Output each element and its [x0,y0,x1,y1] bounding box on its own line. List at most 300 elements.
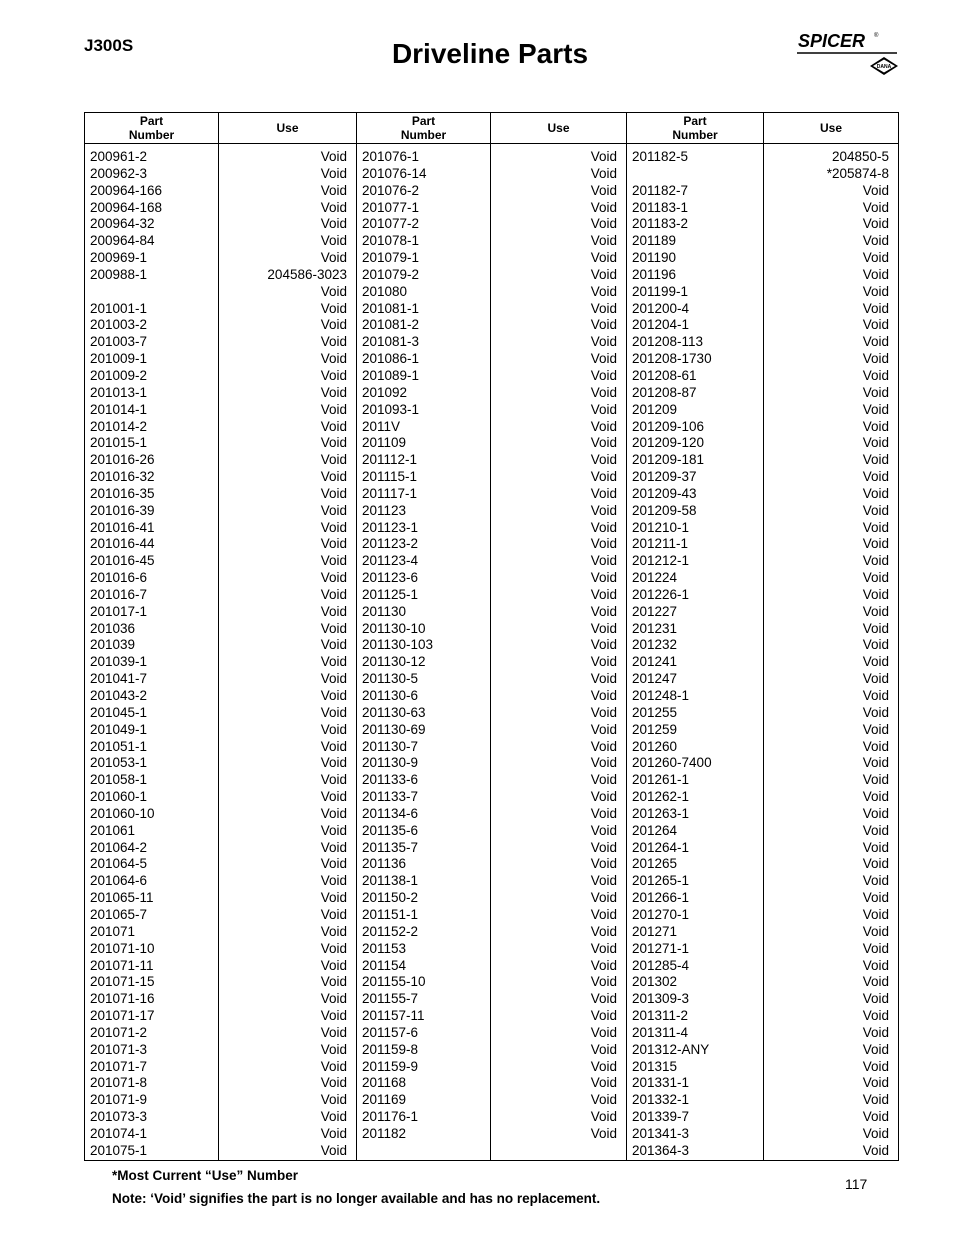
part-number-cell: 201079-2 [362,266,420,282]
use-cell: Void [590,435,617,451]
part-number-cell: 201071 [90,923,136,939]
part-number-cell: 201134-6 [362,805,419,821]
part-number-cell: 201016-6 [90,570,148,586]
use-cell: Void [590,367,617,383]
parts-table [84,112,899,1161]
use-cell: Void [862,418,889,434]
part-number-cell: 201152-2 [362,923,419,939]
part-number-cell: 201071-16 [90,991,155,1007]
use-cell: Void [320,1075,347,1091]
part-number-cell: 201060-10 [90,805,155,821]
part-number-cell: 201049-1 [90,721,148,737]
use-cell: Void [862,637,889,653]
use-cell: Void [320,1125,347,1141]
use-cell: Void [320,856,347,872]
part-number-cell: 201041-7 [90,671,148,687]
part-number-cell: 201211-1 [632,536,689,552]
part-number-cell: 201266-1 [632,890,690,906]
part-number-cell: 201265 [632,856,678,872]
part-number-column-2 [357,149,491,1160]
part-number-cell: 201039-1 [90,654,148,670]
use-cell: Void [590,165,617,181]
part-number-cell: 201155-7 [362,991,419,1007]
part-number-cell: 201208-87 [632,384,697,400]
use-cell: Void [320,384,347,400]
use-cell: Void [320,688,347,703]
use-cell: Void [862,536,889,552]
use-cell: Void [320,738,347,754]
part-number-cell: 201093-1 [362,401,420,417]
part-number-cell: 201130-6 [362,688,419,703]
part-number-cell: 201092 [362,384,408,400]
part-number-cell: 201182 [362,1125,407,1141]
part-number-cell: 201208-1730 [632,351,712,367]
use-cell: Void [862,452,889,468]
part-number-cell: 201061 [90,822,136,838]
part-number-cell: 200964-84 [90,233,155,249]
svg-text:®: ® [874,33,879,39]
part-number-cell: 201003-7 [90,334,148,350]
part-number-cell: 201109 [362,435,407,451]
part-number-cell: 201051-1 [90,738,148,754]
use-cell: Void [862,755,889,771]
use-cell: Void [862,1109,889,1125]
part-number-cell: 201176-1 [362,1109,419,1125]
spicer-dana-logo [797,28,901,78]
use-cell: Void [590,452,617,468]
part-number-cell: 200969-1 [90,250,148,266]
use-cell: Void [862,300,889,316]
use-cell: Void [590,317,617,333]
use-cell: Void [320,250,347,266]
part-number-cell: 201189 [632,233,677,249]
part-number-cell: 201226-1 [632,586,690,602]
use-cell: Void [320,1142,347,1158]
use-cell: Void [590,906,617,922]
use-cell: Void [590,1075,617,1091]
part-number-cell: 201150-2 [362,890,419,906]
part-number-cell: 201086-1 [362,351,420,367]
part-number-cell: 201341-3 [632,1125,690,1141]
use-cell: Void [590,283,617,299]
use-cell: Void [590,940,617,956]
use-cell: Void [862,1142,889,1158]
part-number-cell: 201071-11 [90,957,154,973]
use-cell: Void [320,1024,347,1040]
use-cell: Void [590,1008,617,1024]
use-cell: Void [320,182,347,198]
use-cell: Void [590,755,617,771]
use-cell: Void [862,1075,889,1091]
part-number-cell: 201264-1 [632,839,690,855]
part-number-cell: 201309-3 [632,991,690,1007]
use-cell: Void [862,1008,889,1024]
part-number-cell: 201224 [632,570,678,586]
use-cell: Void [862,940,889,956]
use-cell: Void [590,991,617,1007]
use-cell: Void [320,216,347,232]
part-number-cell: 201071-10 [90,940,155,956]
use-cell: Void [320,822,347,838]
use-cell: Void [320,654,347,670]
use-cell: Void [862,789,889,805]
part-number-cell: 201045-1 [90,704,148,720]
part-number-cell: 201064-2 [90,839,148,855]
part-number-cell: 201209-106 [632,418,705,434]
use-cell: Void [590,1058,617,1074]
use-cell: Void [862,1092,889,1108]
part-number-cell: 201248-1 [632,688,690,703]
part-number-cell: 201199-1 [632,283,689,299]
part-number-cell: 201071-8 [90,1075,148,1091]
use-cell: Void [590,266,617,282]
use-cell: Void [862,974,889,990]
use-cell: Void [320,367,347,383]
part-number-cell: 201130-12 [362,654,426,670]
logo-text: SPICER [798,31,866,51]
part-number-cell: 201182-5 [632,149,689,164]
part-number-cell: 201071-3 [90,1041,148,1057]
page-title: Driveline Parts [391,38,589,69]
part-number-cell: 201081-3 [362,334,420,350]
part-number-cell: 201271 [632,923,678,939]
use-cell: Void [320,957,347,973]
use-cell: Void [862,1058,889,1074]
use-cell: Void [590,553,617,569]
use-cell: Void [862,839,889,855]
use-cell: Void [590,974,617,990]
use-cell: Void [320,603,347,619]
part-number-cell: 201081-2 [362,317,420,333]
use-cell: Void [590,536,617,552]
part-number-cell: 201016-32 [90,469,155,485]
part-number-cell: 201043-2 [90,688,148,703]
use-cell: Void [590,418,617,434]
part-number-cell: 201135-6 [362,822,419,838]
part-number-cell: 201016-45 [90,553,155,569]
part-number-cell: 201209-58 [632,502,697,518]
use-cell: Void [320,165,347,181]
part-number-cell: 201255 [632,704,678,720]
use-cell: Void [590,822,617,838]
use-cell: Void [862,553,889,569]
use-cell: Void [320,401,347,417]
part-number-cell: 201065-7 [90,906,148,922]
use-cell: Void [320,805,347,821]
use-cell: Void [862,250,889,266]
use-cell: Void [862,283,889,299]
part-number-cell: 201331-1 [632,1075,690,1091]
use-cell: Void [320,586,347,602]
part-number-cell: 201183-1 [632,199,689,215]
part-number-cell: 201016-35 [90,485,155,501]
use-cell: Void [590,620,617,636]
part-number-cell: 201058-1 [90,772,148,788]
use-cell: Void [862,334,889,350]
part-number-cell: 201015-1 [90,435,148,451]
part-number-cell: 201196 [632,266,677,282]
part-number-header: Part Number [85,113,219,144]
part-number-cell: 200964-168 [90,199,163,215]
part-number-column-3 [627,149,764,1160]
use-cell: Void [862,1024,889,1040]
part-number-cell: 201123-2 [362,536,419,552]
use-cell: Void [862,384,889,400]
use-cell: Void [320,1058,347,1074]
part-number-cell: 201332-1 [632,1092,690,1108]
use-column-3 [764,149,899,1160]
part-number-cell: 201077-2 [362,216,420,232]
use-cell: Void [590,485,617,501]
part-number-cell: 201060-1 [90,789,148,805]
use-header: Use [491,113,627,144]
use-cell: Void [320,418,347,434]
use-column-1 [219,149,357,1160]
part-number-cell: 2011V [362,418,401,434]
use-cell: Void [862,805,889,821]
part-number-cell: 201265-1 [632,873,690,889]
use-cell: Void [862,603,889,619]
part-number-cell: 201009-2 [90,367,148,383]
use-cell: Void [320,671,347,687]
use-cell: Void [320,283,347,299]
part-number-cell: 201130-9 [362,755,419,771]
use-cell: Void [590,149,617,164]
use-cell: Void [590,334,617,350]
use-cell: Void [862,435,889,451]
part-number-cell: 201247 [632,671,678,687]
use-cell: Void [862,856,889,872]
use-cell: Void [320,1109,347,1125]
part-number-cell: 201190 [632,250,677,266]
use-cell: Void [590,586,617,602]
part-number-cell: 201016-26 [90,452,155,468]
use-cell: Void [320,351,347,367]
part-number-cell: 201130-103 [362,637,434,653]
part-number-cell: 201260-7400 [632,755,712,771]
part-number-cell: 201080 [362,283,408,299]
use-cell: Void [590,469,617,485]
use-cell: Void [590,721,617,737]
part-number-cell: 201285-4 [632,957,690,973]
use-cell: Void [320,873,347,889]
part-number-cell: 201016-44 [90,536,155,552]
use-cell: Void [862,671,889,687]
part-number-cell: 200962-3 [90,165,148,181]
use-cell: Void [590,216,617,232]
use-cell: Void [590,789,617,805]
part-number-cell [90,284,218,301]
part-number-cell: 201271-1 [632,940,690,956]
use-cell: Void [862,266,889,282]
use-cell: Void [320,1092,347,1108]
use-cell: Void [590,688,617,703]
part-number-cell: 201074-1 [90,1125,148,1141]
part-number-cell: 201036 [90,620,136,636]
use-cell: 204586-3023 [267,266,347,282]
use-cell: Void [320,317,347,333]
part-number-cell: 201339-7 [632,1109,690,1125]
use-cell: Void [862,233,889,249]
use-header: Use [219,113,357,144]
part-number-cell [632,166,763,183]
part-number-cell: 201264 [632,822,678,838]
part-number-cell: 201183-2 [632,216,689,232]
use-cell: Void [320,536,347,552]
use-cell: *205874-8 [826,165,889,181]
part-number-cell: 201302 [632,974,678,990]
use-cell: Void [320,704,347,720]
part-number-cell: 201071-17 [90,1008,155,1024]
use-cell: Void [862,216,889,232]
part-number-cell: 201231 [632,620,678,636]
use-cell: Void [862,906,889,922]
use-cell: Void [590,873,617,889]
use-cell: Void [590,300,617,316]
use-cell: Void [862,199,889,215]
part-number-cell: 201076-14 [362,165,427,181]
current-use-note: *Most Current “Use” Number [112,1168,299,1183]
part-number-cell: 201078-1 [362,233,420,249]
use-cell: Void [862,721,889,737]
part-number-cell: 201270-1 [632,906,690,922]
use-cell: Void [590,384,617,400]
use-cell: Void [862,182,889,198]
use-cell: Void [320,233,347,249]
part-number-cell: 200964-166 [90,182,163,198]
use-cell: Void [590,957,617,973]
part-number-cell: 201311-2 [632,1008,689,1024]
use-cell: Void [320,149,347,164]
use-cell: Void [590,401,617,417]
use-cell: Void [320,300,347,316]
part-number-cell: 201017-1 [90,603,148,619]
use-cell: Void [862,620,889,636]
use-cell: Void [590,637,617,653]
part-number-cell: 201209-181 [632,452,705,468]
use-cell: Void [590,1092,617,1108]
part-number-cell: 201241 [632,654,678,670]
part-number-cell: 201081-1 [362,300,420,316]
part-number-cell: 201003-2 [90,317,148,333]
part-number-cell: 201168 [362,1075,407,1091]
part-number-cell: 201079-1 [362,250,420,266]
part-number-cell: 201115-1 [362,469,418,485]
part-number-cell: 201013-1 [90,384,148,400]
part-number-cell: 201133-6 [362,772,419,788]
part-number-cell: 201136 [362,856,407,872]
part-number-cell: 201071-7 [90,1058,148,1074]
use-cell: Void [590,923,617,939]
table-header-row [85,113,899,144]
use-cell: Void [590,603,617,619]
use-cell: Void [320,974,347,990]
use-cell: Void [862,704,889,720]
part-number-cell: 201016-39 [90,502,155,518]
part-number-cell: 201169 [362,1092,407,1108]
part-number-cell: 201312-ANY [632,1041,710,1057]
part-number-cell: 201155-10 [362,974,426,990]
use-cell: Void [320,772,347,788]
part-number-cell: 201123-6 [362,570,419,586]
use-cell: Void [862,586,889,602]
use-cell: Void [320,199,347,215]
part-number-cell: 201210-1 [632,519,690,535]
use-cell: Void [862,873,889,889]
use-cell: Void [320,923,347,939]
use-cell: Void [590,654,617,670]
part-number-cell: 201130 [362,603,407,619]
part-number-cell: 201001-1 [90,300,148,316]
part-number-cell: 201138-1 [362,873,419,889]
use-cell: Void [590,1041,617,1057]
use-cell: Void [320,435,347,451]
part-number-cell: 201073-3 [90,1109,148,1125]
use-cell: Void [862,485,889,501]
part-number-cell: 201112-1 [362,452,418,468]
use-cell: 204850-5 [831,149,889,164]
part-number-cell: 201227 [632,603,678,619]
part-number-cell: 201259 [632,721,678,737]
part-number-cell: 201065-11 [90,890,154,906]
part-number-cell: 201076-1 [362,149,420,164]
part-number-cell: 201071-9 [90,1092,148,1108]
part-number-cell: 201016-7 [90,586,148,602]
use-cell: Void [320,721,347,737]
part-number-cell: 201075-1 [90,1142,148,1158]
part-number-cell: 201135-7 [362,839,419,855]
use-cell: Void [862,317,889,333]
use-cell: Void [862,570,889,586]
part-number-cell: 201159-8 [362,1041,419,1057]
use-cell: Void [862,688,889,703]
part-number-cell: 201311-4 [632,1024,689,1040]
part-number-cell: 200988-1 [90,266,148,282]
use-cell: Void [862,1125,889,1141]
use-cell: Void [590,502,617,518]
use-cell: Void [590,1024,617,1040]
use-cell: Void [320,755,347,771]
use-cell: Void [862,772,889,788]
part-number-cell: 201209-37 [632,469,697,485]
part-number-cell: 201014-1 [90,401,148,417]
use-cell: Void [320,502,347,518]
use-cell: Void [590,233,617,249]
use-cell: Void [590,805,617,821]
part-number-cell: 201125-1 [362,586,419,602]
part-number-cell: 201009-1 [90,351,148,367]
part-number-cell: 201261-1 [632,772,690,788]
use-cell: Void [590,199,617,215]
part-number-column-1 [85,149,219,1160]
part-number-cell: 201263-1 [632,805,690,821]
part-number-cell: 201071-15 [90,974,155,990]
part-number-cell: 201071-2 [90,1024,148,1040]
use-cell: Void [590,890,617,906]
part-number-cell: 201157-6 [362,1024,419,1040]
part-number-cell: 201262-1 [632,789,690,805]
document-code: J300S [84,36,134,55]
use-cell: Void [320,906,347,922]
use-column-2 [491,149,627,1160]
part-number-cell: 201053-1 [90,755,148,771]
use-cell: Void [320,991,347,1007]
part-number-cell: 201260 [632,738,678,754]
use-cell: Void [320,1008,347,1024]
use-cell: Void [862,1041,889,1057]
use-cell: Void [862,923,889,939]
part-number-cell: 201133-7 [362,789,419,805]
